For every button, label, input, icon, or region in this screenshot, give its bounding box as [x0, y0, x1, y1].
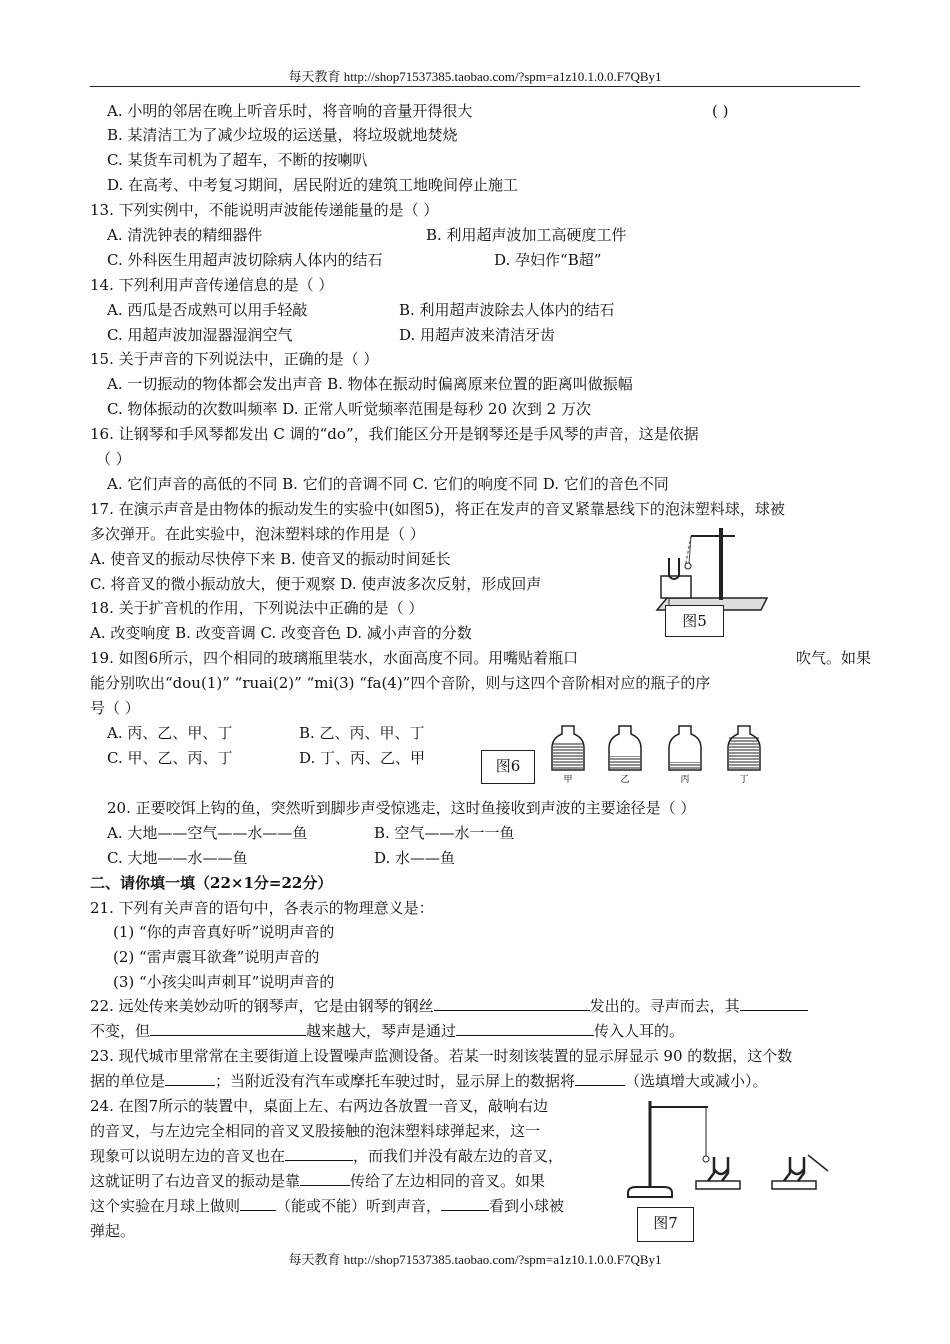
q21-item-1: (1) “你的声音真好听”说明声音的	[113, 923, 335, 941]
q22-text-2: 发出的。寻声而去，其	[589, 997, 740, 1015]
bottle-label-yi: 乙	[620, 775, 630, 784]
bottle-label-ding: 丁	[739, 775, 749, 784]
q17-stem-line1: 17. 在演示声音是由物体的振动发生的实验中(如图5)，将正在发声的音叉紧靠悬线下的泡沫塑料球，球被	[90, 500, 785, 518]
q18-stem: 18. 关于扩音机的作用，下列说法中正确的是（ ）	[90, 599, 424, 617]
q22-line2	[90, 1021, 684, 1041]
q22-text-3: 不变，但	[90, 1022, 151, 1040]
figure-7-apparatus	[622, 1097, 832, 1202]
section-2-heading: 二、请你填一填（22×1分=22分）	[90, 874, 333, 892]
q19-stem-line2: 能分别吹出“dou(1)” “ruai(2)” “mi(3) “fa(4)”四个音阶，则与这四个音阶相对应的瓶子的序	[90, 674, 711, 692]
header-rule	[90, 86, 860, 87]
q24-line6: 弹起。	[90, 1222, 136, 1240]
q24-blank-2[interactable]	[300, 1171, 350, 1186]
q18-options: A. 改变响度 B. 改变音调 C. 改变音色 D. 减小声音的分数	[90, 624, 472, 642]
page-footer: 每天教育 http://shop71537385.taobao.com/?spm=a1z10.1.0.0.F7QBy1	[288, 1252, 662, 1267]
q24-line4	[90, 1171, 545, 1191]
q24-text-5c: 看到小球被	[489, 1197, 565, 1215]
q22-text-4: 越来越大，琴声是通过	[306, 1022, 457, 1040]
q16-answer-paren: （ ）	[96, 450, 131, 468]
q16-stem: 16. 让钢琴和手风琴都发出 C 调的“do”，我们能区分开是钢琴还是手风琴的声音，这是依据	[90, 425, 699, 443]
q24-line5	[90, 1196, 564, 1216]
q14-option-b: B. 利用超声波除去人体内的结石	[399, 301, 615, 319]
q13-option-b: B. 利用超声波加工高硬度工件	[426, 226, 627, 244]
q19-option-d: D. 丁、丙、乙、甲	[299, 749, 426, 767]
q19-stem-line3: 号（ ）	[90, 699, 140, 717]
q20-option-d: D. 水——鱼	[374, 849, 456, 867]
q12-option-b: B. 某清洁工为了减少垃圾的运送量，将垃圾就地焚烧	[107, 126, 458, 144]
q19-option-b: B. 乙、丙、甲、丁	[299, 724, 425, 742]
q23-line2	[90, 1071, 768, 1091]
q15-options-cd: C. 物体振动的次数叫频率 D. 正常人听觉频率范围是每秒 20 次到 2 万次	[107, 400, 591, 418]
q20-stem: 20. 正要咬饵上钩的鱼，突然听到脚步声受惊逃走，这时鱼接收到声波的主要途径是（ ）	[107, 799, 696, 817]
q17-options-ab: A. 使音叉的振动尽快停下来 B. 使音叉的振动时间延长	[90, 550, 451, 568]
q14-stem: 14. 下列利用声音传递信息的是（ ）	[90, 276, 334, 294]
q24-line3	[90, 1146, 563, 1166]
q19-option-c: C. 甲、乙、丙、丁	[107, 749, 233, 767]
q13-option-a: A. 清洗钟表的精细器件	[107, 226, 263, 244]
q23-blank-1[interactable]	[165, 1071, 215, 1086]
bottle-label-jia: 甲	[563, 775, 573, 784]
q22-blank-3[interactable]	[150, 1021, 306, 1036]
q24-text-5b: （能或不能）听到声音，	[276, 1197, 442, 1215]
q22-blank-4[interactable]	[456, 1021, 594, 1036]
q21-item-2: (2) “雷声震耳欲聋”说明声音的	[113, 948, 320, 966]
q12-answer-paren: ( )	[712, 102, 729, 120]
figure-5-label: 图5	[665, 605, 724, 637]
q20-option-a: A. 大地——空气——水——鱼	[107, 824, 308, 842]
q24-text-5a: 这个实验在月球上做则	[90, 1197, 241, 1215]
figure-6-bottles	[548, 722, 778, 784]
q24-text-4b: 传给了左边相同的音叉。如果	[350, 1172, 546, 1190]
q15-options-ab: A. 一切振动的物体都会发出声音 B. 物体在振动时偏离原来位置的距离叫做振幅	[107, 375, 633, 393]
bottle-label-bing: 丙	[680, 775, 690, 784]
page-header: 每天教育 http://shop71537385.taobao.com/?spm=a1z10.1.0.0.F7QBy1	[288, 69, 662, 84]
q22-text-1: 22. 远处传来美妙动听的钢琴声，它是由钢琴的钢丝	[90, 997, 434, 1015]
q23-text-3: （选填增大或减小）。	[625, 1072, 768, 1090]
q13-option-d: D. 孕妇作“B超”	[494, 251, 602, 269]
q24-text-3b: ，而我们并没有敲左边的音叉，	[353, 1147, 564, 1165]
q13-option-c: C. 外科医生用超声波切除病人体内的结石	[107, 251, 383, 269]
q23-line1: 23. 现代城市里常常在主要街道上设置噪声监测设备。若某一时刻该装置的显示屏显示 90 的数据，这个数	[90, 1047, 793, 1065]
q16-options: A. 它们声音的高低的不同 B. 它们的音调不同 C. 它们的响度不同 D. 它们的音色不同	[107, 475, 669, 493]
q12-option-c: C. 某货车司机为了超车，不断的按喇叭	[107, 151, 368, 169]
q24-blank-1[interactable]	[285, 1146, 353, 1161]
q19-stem-line1b: 吹气。如果	[796, 649, 872, 667]
q24-text-4a: 这就证明了右边音叉的振动是靠	[90, 1172, 301, 1190]
q19-stem-line1a: 19. 如图6所示，四个相同的玻璃瓶里装水，水面高度不同。用嘴贴着瓶口	[90, 649, 579, 667]
q14-option-d: D. 用超声波来清洁牙齿	[399, 326, 556, 344]
q22-line1	[90, 996, 808, 1016]
figure-6-label: 图6	[481, 750, 535, 784]
q21-item-3: (3) “小孩尖叫声刺耳”说明声音的	[113, 973, 335, 991]
q12-option-d: D. 在高考、中考复习期间，居民附近的建筑工地晚间停止施工	[107, 176, 519, 194]
q22-blank-2[interactable]	[740, 996, 808, 1011]
q23-text-1: 据的单位是	[90, 1072, 166, 1090]
q22-text-5: 传入人耳的。	[594, 1022, 685, 1040]
q14-option-a: A. 西瓜是否成熟可以用手轻敲	[107, 301, 308, 319]
q24-line1: 24. 在图7所示的装置中，桌面上左、右两边各放置一音叉，敲响右边	[90, 1097, 549, 1115]
q22-blank-1[interactable]	[434, 996, 590, 1011]
q19-option-a: A. 丙、乙、甲、丁	[107, 724, 233, 742]
q21-stem: 21. 下列有关声音的语句中，各表示的物理意义是：	[90, 899, 434, 917]
q20-option-b: B. 空气——水一一鱼	[374, 824, 515, 842]
q17-stem-line2: 多次弹开。在此实验中，泡沫塑料球的作用是（ ）	[90, 525, 425, 543]
q24-text-3a: 现象可以说明左边的音叉也在	[90, 1147, 286, 1165]
q15-stem: 15. 关于声音的下列说法中，正确的是（ ）	[90, 350, 379, 368]
q17-options-cd: C. 将音叉的微小振动放大，便于观察 D. 使声波多次反射，形成回声	[90, 575, 542, 593]
q23-text-2: ；当附近没有汽车或摩托车驶过时，显示屏上的数据将	[215, 1072, 576, 1090]
q14-option-c: C. 用超声波加湿器湿润空气	[107, 326, 293, 344]
q20-option-c: C. 大地——水——鱼	[107, 849, 248, 867]
q23-blank-2[interactable]	[575, 1071, 625, 1086]
q13-stem: 13. 下列实例中，不能说明声波能传递能量的是（ ）	[90, 201, 439, 219]
q12-option-a: A. 小明的邻居在晚上听音乐时，将音响的音量开得很大	[107, 102, 473, 120]
q24-line2: 的音叉，与左边完全相同的音叉叉股接触的泡沫塑料球弹起来，这一	[90, 1122, 541, 1140]
q24-blank-4[interactable]	[441, 1196, 489, 1211]
q24-blank-3[interactable]	[240, 1196, 276, 1211]
figure-7-label: 图7	[637, 1207, 694, 1242]
